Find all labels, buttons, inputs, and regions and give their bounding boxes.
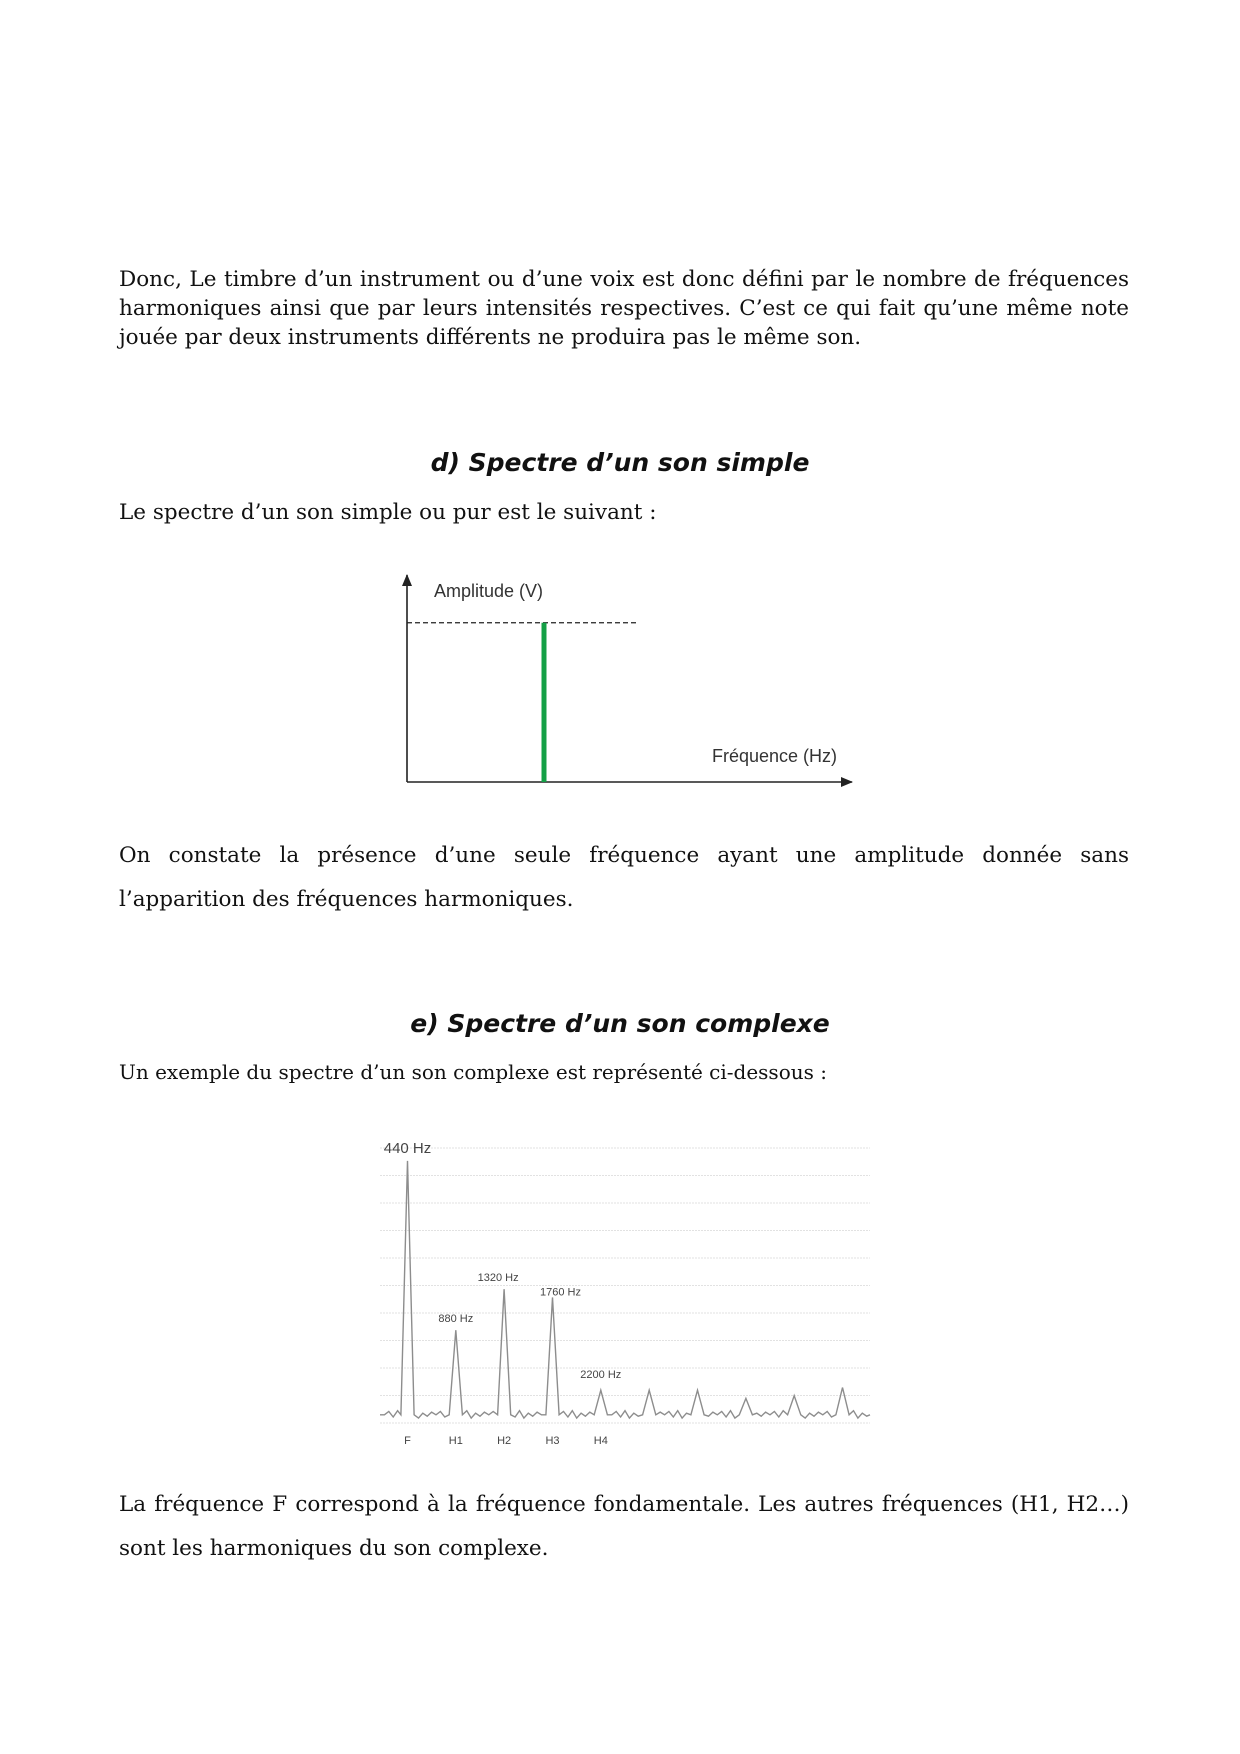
- tick-labels: [404, 1435, 608, 1447]
- section-d-title: d) Spectre d’un son simple: [430, 448, 810, 477]
- tick-label: H2: [497, 1435, 512, 1447]
- peak-label: 880 Hz: [438, 1313, 474, 1326]
- section-e-title: e) Spectre d’un son complexe: [410, 1009, 830, 1038]
- peak-label: 1320 Hz: [477, 1272, 519, 1285]
- peak-labels: [384, 1140, 622, 1381]
- tick-label: H4: [593, 1435, 608, 1447]
- complex-spectrum-chart: [380, 1120, 880, 1455]
- section-d-conclusion: On constate la présence d’une seule fréquence ayant une amplitude donnée sans l’apparition des fréquences harmoniques.: [119, 843, 1129, 912]
- tick-label: H3: [545, 1435, 560, 1447]
- y-axis-label: Amplitude (V): [434, 581, 544, 601]
- grid: [380, 1148, 870, 1423]
- simple-spectrum-chart: [390, 570, 860, 795]
- tick-label: H1: [448, 1435, 463, 1447]
- peak-label: 2200 Hz: [580, 1369, 622, 1382]
- section-d-intro: Le spectre d’un son simple ou pur est le suivant :: [119, 500, 657, 525]
- tick-label: F: [404, 1435, 411, 1447]
- x-axis-label: Fréquence (Hz): [712, 746, 838, 766]
- peak-label: 440 Hz: [383, 1139, 432, 1157]
- section-e-conclusion: La fréquence F correspond à la fréquence fondamentale. Les autres fréquences (H1, H2…) sont les harmoniques du son complexe.: [119, 1492, 1129, 1561]
- intro-paragraph: Donc, Le timbre d’un instrument ou d’une voix est donc défini par le nombre de fréquences harmoniques ainsi que par leurs intensités respectives. C’est ce qui fait qu’une même note jouée par deux instruments différents ne produira pas le même son.: [119, 267, 1129, 350]
- peak-label: 1760 Hz: [540, 1286, 581, 1299]
- spectrum-line: [380, 1161, 870, 1418]
- section-e-intro: Un exemple du spectre d’un son complexe est représenté ci-dessous :: [119, 1060, 827, 1084]
